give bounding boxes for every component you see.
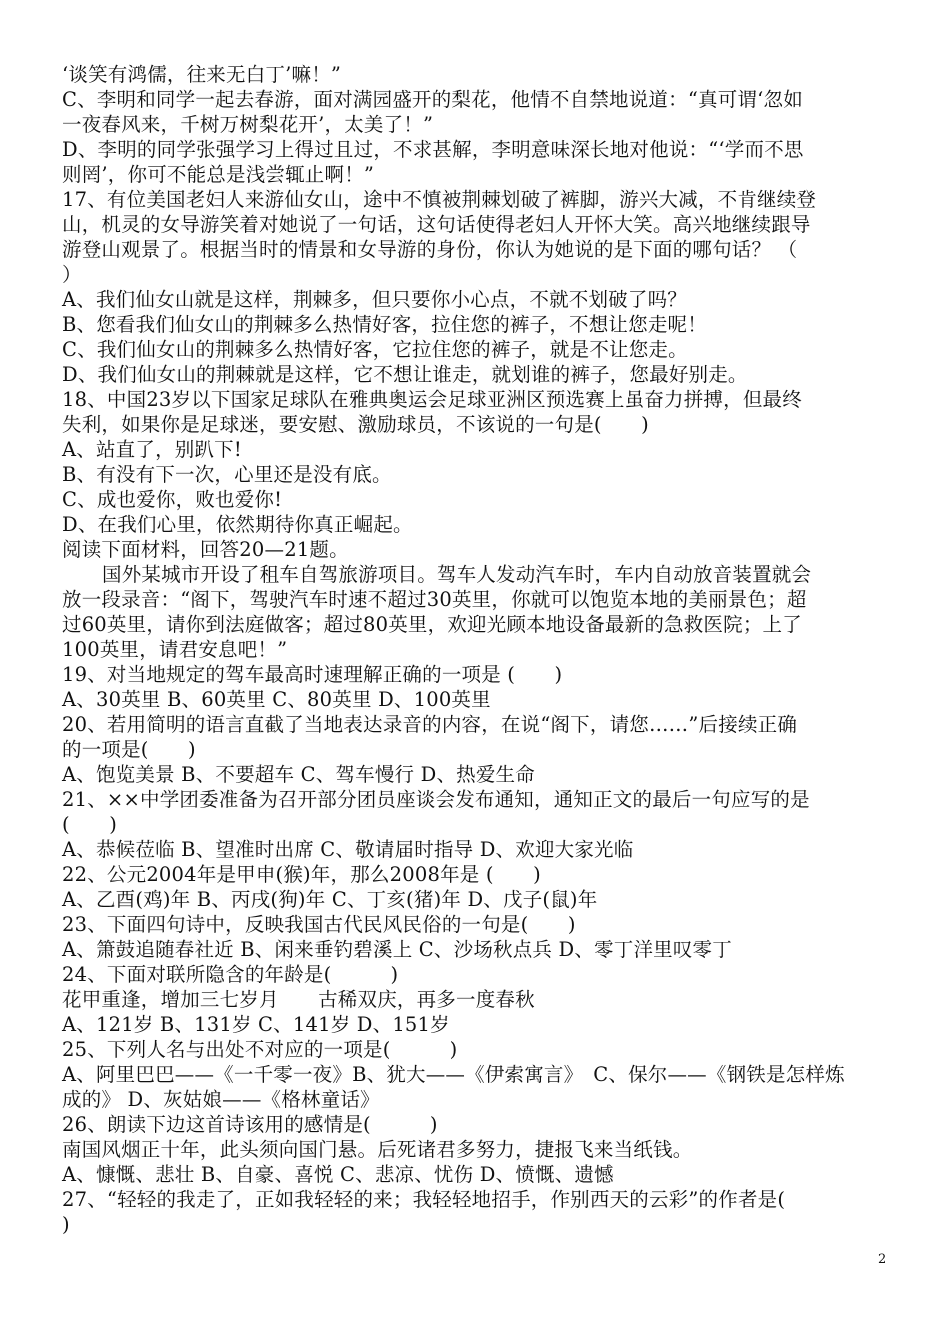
option-line: A、站直了，别趴下! [62, 438, 242, 461]
page-number: 2 [878, 1252, 887, 1267]
question-19-line: 19、对当地规定的驾车最高时速理解正确的一项是 ( ) [62, 663, 563, 686]
option-line: A、乙酉(鸡)年 B、丙戌(狗)年 C、丁亥(猪)年 D、戊子(鼠)年 [62, 888, 598, 911]
passage-line: 放一段录音：“阁下，驾驶汽车时速不超过30英里，你就可以饱览本地的美丽景色；超 [62, 588, 807, 611]
couplet-line: 花甲重逢，增加三七岁月 古稀双庆，再多一度春秋 [62, 988, 535, 1011]
passage-line: 100英里，请君安息吧！” [62, 638, 288, 661]
passage-line: 过60英里，请你到法庭做客；超过80英里，欢迎光顾本地设备最新的急救医院；上了 [62, 613, 802, 636]
reading-instruction: 阅读下面材料，回答20—21题。 [62, 538, 349, 561]
option-line: A、慷慨、悲壮 B、自豪、喜悦 C、悲凉、忧伤 D、愤慨、遗憾 [62, 1163, 614, 1186]
question-18-line: 18、中国23岁以下国家足球队在雅典奥运会足球亚洲区预选赛上虽奋力拼搏，但最终 [62, 388, 802, 411]
option-line: A、恭候莅临 B、望准时出席 C、敬请届时指导 D、欢迎大家光临 [62, 838, 634, 861]
text-line: 一夜春风来，千树万树梨花开’，太美了！” [62, 113, 434, 136]
option-line: D、在我们心里，依然期待你真正崛起。 [62, 513, 413, 536]
option-line: A、121岁 B、131岁 C、141岁 D、151岁 [62, 1013, 450, 1036]
document-body [62, 62, 892, 1237]
question-20-line: 20、若用简明的语言直截了当地表达录音的内容，在说“阁下，请您……”后接续正确 [62, 713, 798, 736]
question-25-line: 25、下列人名与出处不对应的一项是( ) [62, 1038, 458, 1061]
text-line: C、李明和同学一起去春游，面对满园盛开的梨花，他情不自禁地说道：“真可谓‘忽如 [62, 88, 803, 111]
question-26-line: 26、朗读下边这首诗该用的感情是( ) [62, 1113, 438, 1136]
text-line: D、李明的同学张强学习上得过且过，不求甚解，李明意味深长地对他说：“‘学而不思 [62, 138, 804, 161]
text-line: ) [62, 1213, 70, 1236]
option-line: B、有没有下一次，心里还是没有底。 [62, 463, 392, 486]
text-line: ） [62, 263, 82, 286]
text-line: 失利，如果你是足球迷，要安慰、激励球员，不该说的一句是( ) [62, 413, 649, 436]
question-17-line: 17、有位美国老妇人来游仙女山，途中不慎被荆棘划破了裤脚，游兴大减，不肯继续登 [62, 188, 817, 211]
question-22-line: 22、公元2004年是甲申(猴)年，那么2008年是 ( ) [62, 863, 541, 886]
text-line: 则罔’，你可不能总是浅尝辄止啊！” [62, 163, 375, 186]
question-27-line: 27、“轻轻的我走了，正如我轻轻的来；我轻轻地招手，作别西天的云彩”的作者是( [62, 1188, 786, 1211]
option-line: B、您看我们仙女山的荆棘多么热情好客，拉住您的裤子，不想让您走呢！ [62, 313, 707, 336]
text-line: 游登山观景了。根据当时的情景和女导游的身份，你认为她说的是下面的哪句话？ （ [62, 238, 798, 261]
text-line: ( ) [62, 813, 118, 836]
option-line: A、箫鼓追随春社近 B、闲来垂钓碧溪上 C、沙场秋点兵 D、零丁洋里叹零丁 [62, 938, 732, 961]
option-line: A、30英里 B、60英里 C、80英里 D、100英里 [62, 688, 491, 711]
option-line: A、阿里巴巴——《一千零一夜》B、犹大——《伊索寓言》 C、保尔——《钢铁是怎样炼 [62, 1063, 845, 1086]
question-24-line: 24、下面对联所隐含的年龄是( ) [62, 963, 399, 986]
question-21-line: 21、××中学团委准备为召开部分团员座谈会发布通知，通知正文的最后一句应写的是 [62, 788, 810, 811]
text-line: 的一项是( ) [62, 738, 196, 761]
question-23-line: 23、下面四句诗中，反映我国古代民风民俗的一句是( ) [62, 913, 576, 936]
passage-line: 国外某城市开设了租车自驾旅游项目。驾车人发动汽车时，车内自动放音装置就会 [102, 563, 812, 586]
text-line: 山，机灵的女导游笑着对她说了一句话，这句话使得老妇人开怀大笑。高兴地继续跟导 [62, 213, 811, 236]
poem-line: 南国风烟正十年，此头须向国门悬。后死诸君多努力，捷报飞来当纸钱。 [62, 1138, 693, 1161]
option-line: 成的》 D、灰姑娘——《格林童话》 [62, 1088, 380, 1111]
option-line: C、我们仙女山的荆棘多么热情好客，它拉住您的裤子，就是不让您走。 [62, 338, 688, 361]
text-line: ‘谈笑有鸿儒，往来无白丁’嘛！” [62, 63, 342, 86]
option-line: A、我们仙女山就是这样，荆棘多，但只要你小心点，不就不划破了吗？ [62, 288, 687, 311]
option-line: A、饱览美景 B、不要超车 C、驾车慢行 D、热爱生命 [62, 763, 535, 786]
option-line: D、我们仙女山的荆棘就是这样，它不想让谁走，就划谁的裤子，您最好别走。 [62, 363, 748, 386]
option-line: C、成也爱你，败也爱你! [62, 488, 283, 511]
